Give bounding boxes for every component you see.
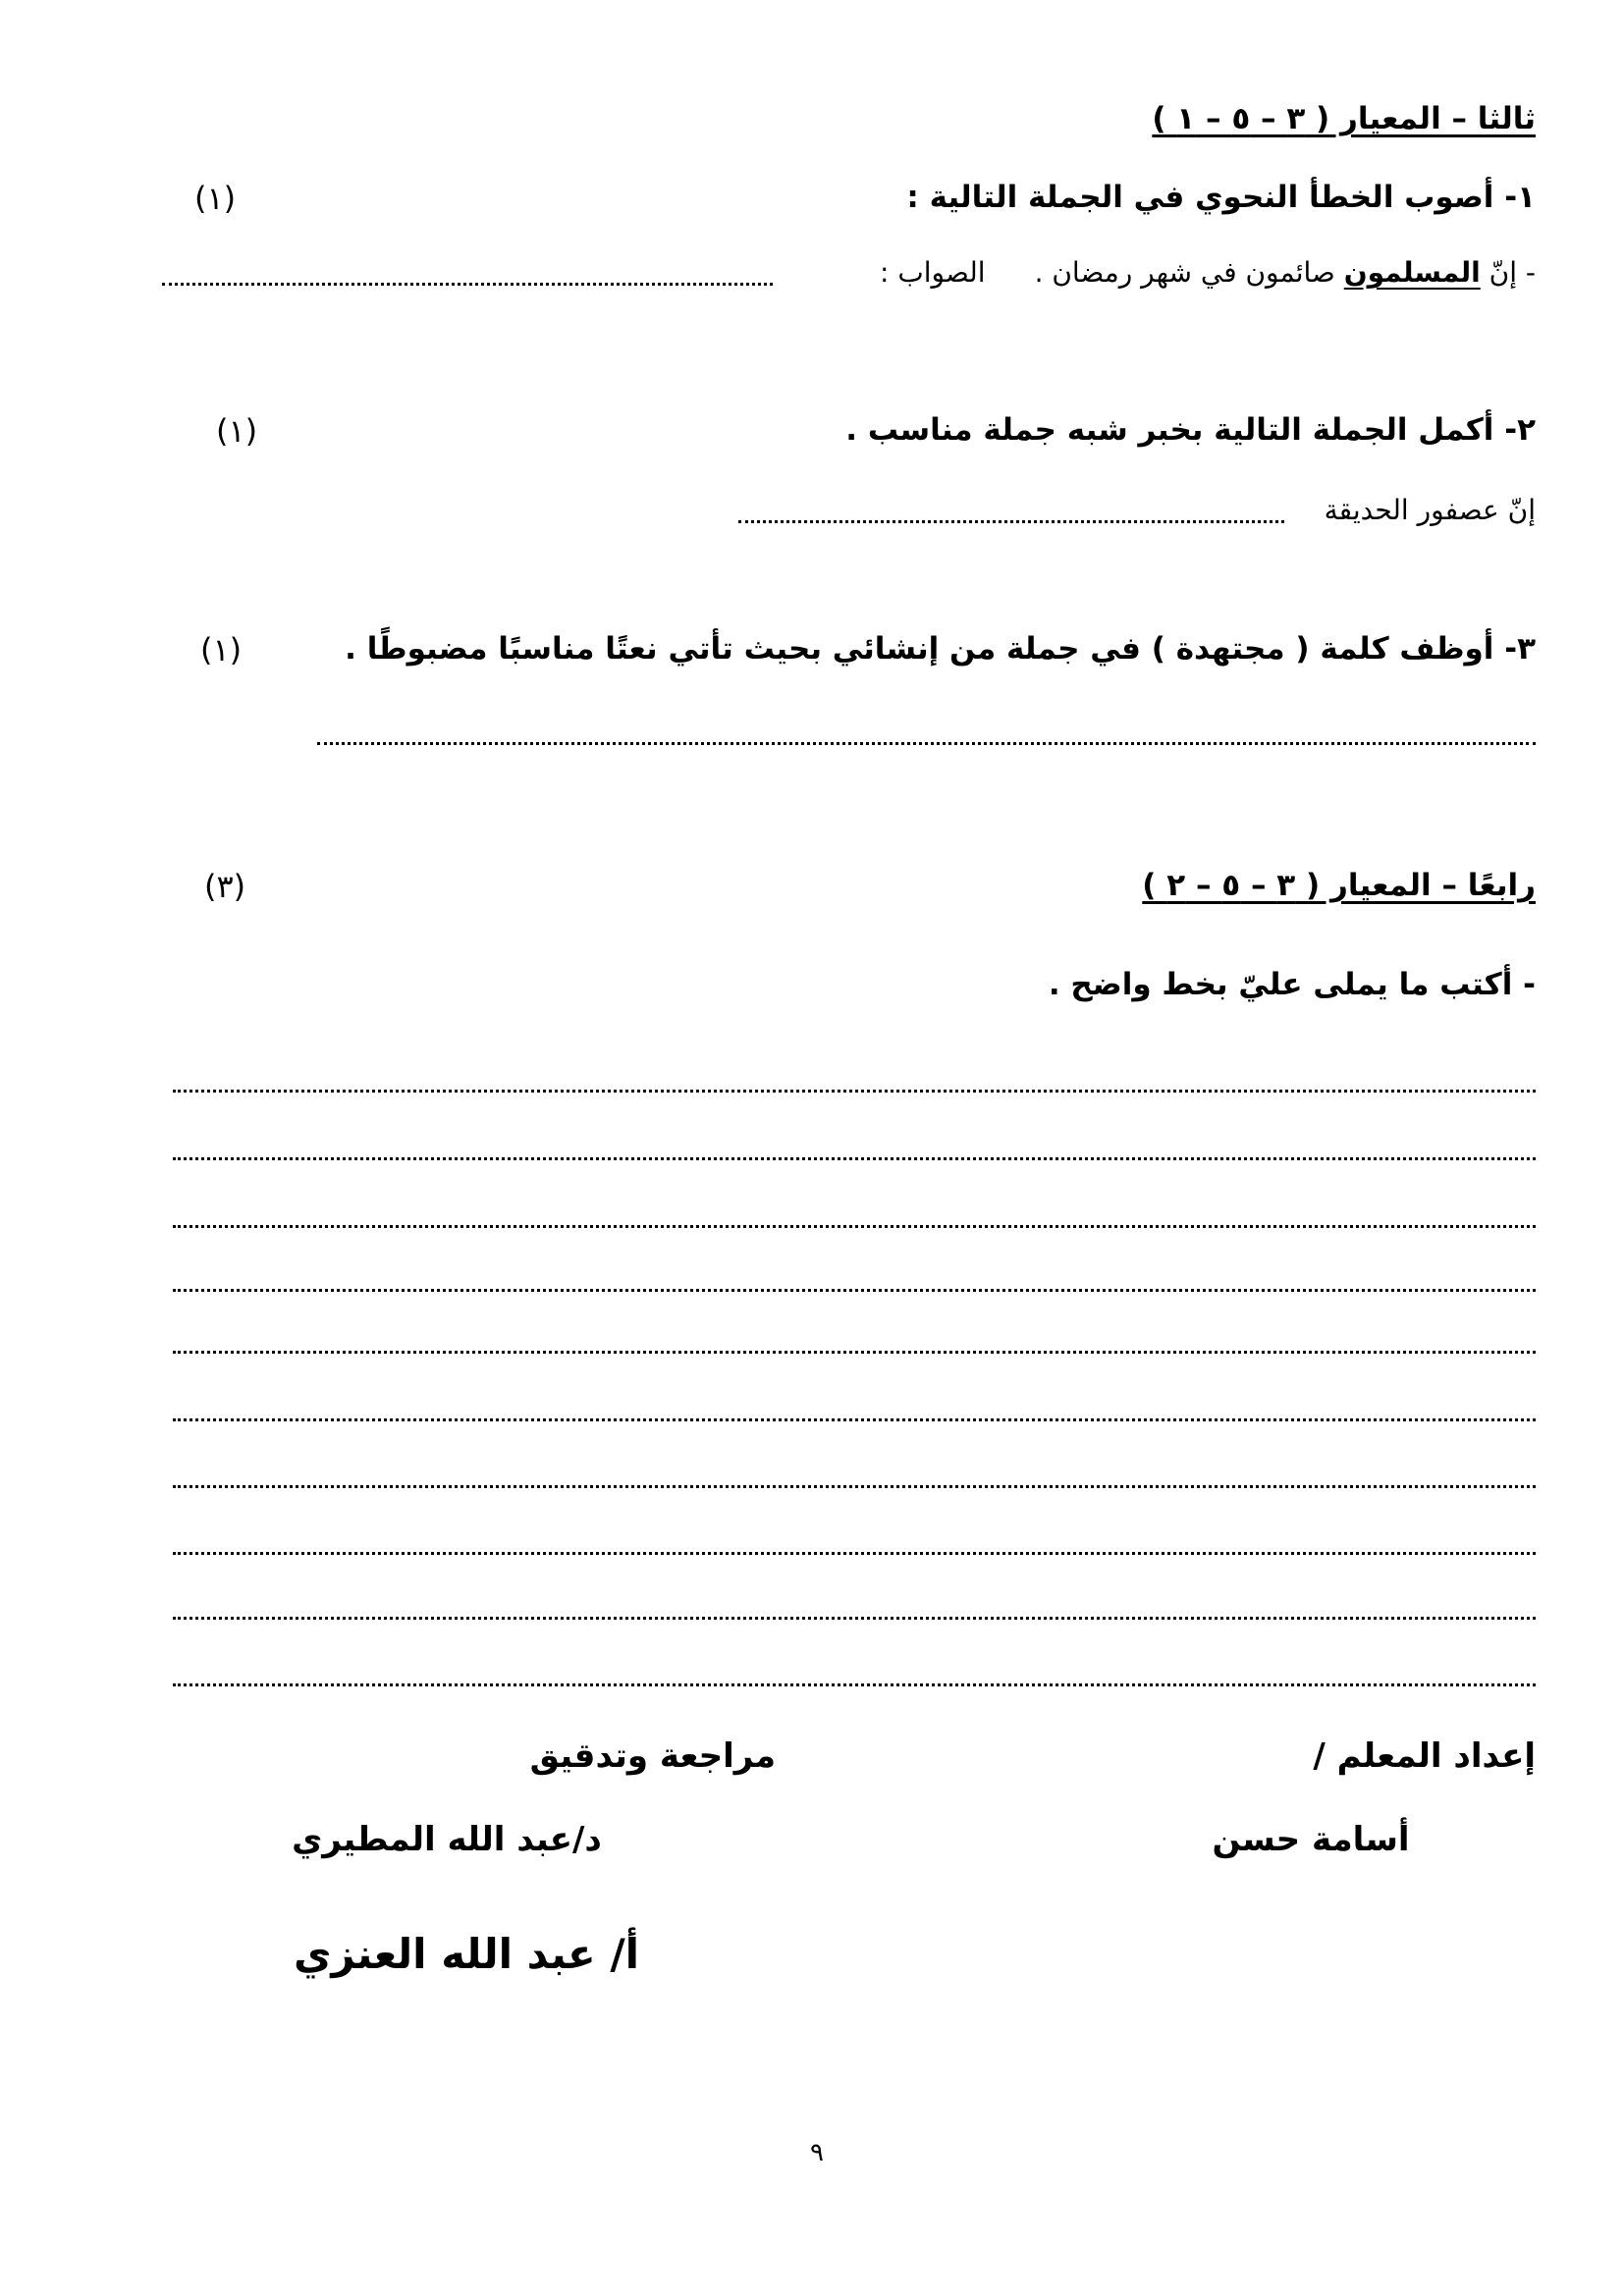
- q1-answer-label: الصواب :: [880, 256, 986, 289]
- writing-line[interactable]: [173, 1485, 1536, 1488]
- writing-line[interactable]: [173, 1225, 1536, 1228]
- q2-mark: (١): [216, 412, 258, 450]
- q3-mark: (١): [200, 631, 243, 668]
- q2-sentence: إنّ عصفور الحديقة: [1324, 494, 1536, 526]
- page-number: ٩: [810, 2138, 824, 2167]
- section4-mark: (٣): [204, 868, 246, 905]
- section3-title: ثالثا – المعيار ( ٣ – ٥ – ١ ): [1152, 101, 1536, 136]
- writing-line[interactable]: [173, 1157, 1536, 1160]
- writing-line[interactable]: [173, 1418, 1536, 1421]
- q2-answer-line[interactable]: [738, 520, 1284, 523]
- writing-line[interactable]: [173, 1683, 1536, 1686]
- q1-error-word: المسلمون: [1343, 256, 1481, 289]
- q1-answer-line[interactable]: [162, 283, 773, 286]
- q1-sentence: [880, 256, 1536, 289]
- q1-text: ١- أصوب الخطأ النحوي في الجملة التالية :: [906, 180, 1536, 215]
- q3-answer-line[interactable]: [317, 742, 1536, 745]
- writing-line[interactable]: [173, 1617, 1536, 1620]
- q2-text: ٢- أكمل الجملة التالية بخبر شبه جملة مناسب .: [845, 412, 1536, 448]
- prepared-name: أسامة حسن: [1212, 1820, 1410, 1859]
- section4-title: رابعًا – المعيار ( ٣ – ٥ – ٢ ): [1142, 868, 1536, 903]
- prepared-label: إعداد المعلم /: [1313, 1736, 1536, 1776]
- writing-line[interactable]: [173, 1289, 1536, 1292]
- q1-prefix: - إنّ: [1480, 256, 1536, 289]
- section4-instruction: - أكتب ما يملى عليّ بخط واضح .: [1048, 967, 1536, 1002]
- q1-mark: (١): [194, 180, 237, 217]
- writing-line[interactable]: [173, 1351, 1536, 1354]
- writing-line[interactable]: [173, 1090, 1536, 1093]
- q1-rest: صائمون في شهر رمضان .: [1034, 256, 1344, 289]
- review-label: مراجعة وتدقيق: [529, 1736, 776, 1776]
- q3-text: ٣- أوظف كلمة ( مجتهدة ) في جملة من إنشائي بحيث تأتي نعتًا مناسبًا مضبوطًا .: [345, 631, 1536, 667]
- reviewer1: د/عبد الله المطيري: [292, 1820, 602, 1859]
- writing-line[interactable]: [173, 1552, 1536, 1555]
- reviewer2: أ/ عبد الله العنزي: [293, 1930, 640, 1978]
